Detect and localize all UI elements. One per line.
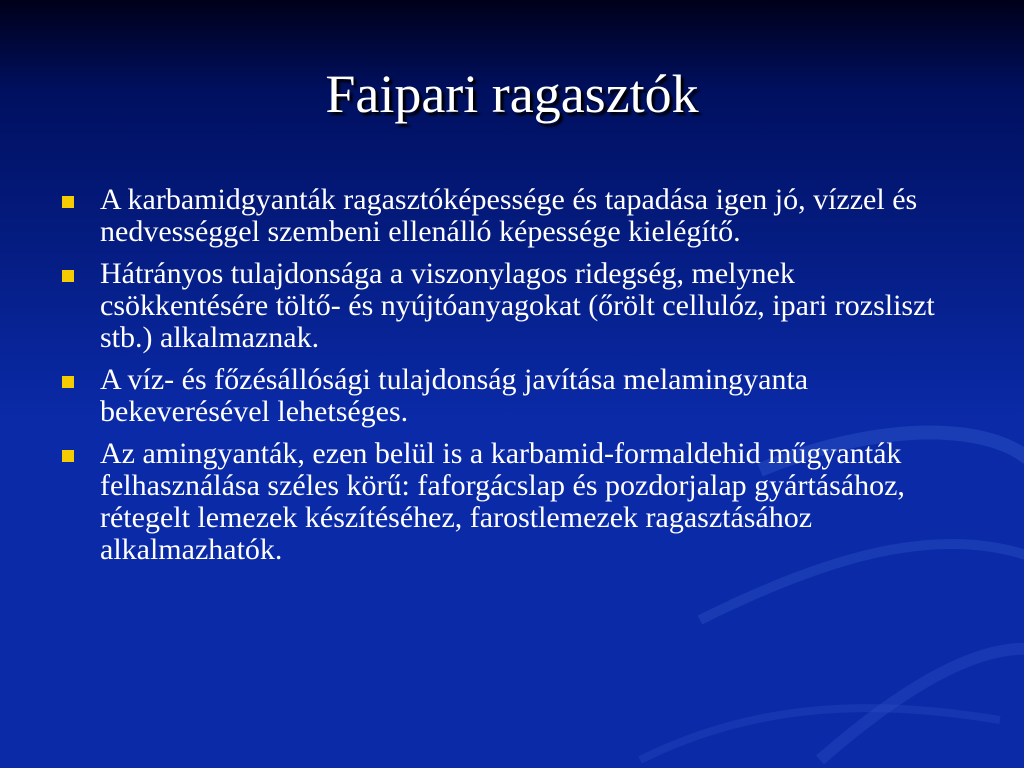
square-bullet-icon: [62, 196, 74, 208]
bullet-list: [62, 184, 962, 576]
square-bullet-icon: [62, 450, 74, 462]
bullet-text: A karbamidgyanták ragasztóképessége és tapadása igen jó, vízzel és nedvességgel szembeni ellenálló képessége kielégítő.: [100, 183, 918, 248]
slide-title: Faipari ragasztók: [325, 64, 699, 124]
bullet-text: A víz- és főzésállósági tulajdonság javítása melamingyanta bekeverésével lehetséges.: [100, 363, 809, 428]
square-bullet-icon: [62, 270, 74, 282]
bullet-text: Az amingyanták, ezen belül is a karbamid-formaldehid műgyanták felhasználása széles körű: faforgácslap és pozdorjalap gyártásához, rétegelt lemezek készítéséhez, farostlemezek ragasztásához alkalmazhatók.: [100, 437, 905, 566]
bullet-item: [62, 184, 962, 248]
bullet-item: [62, 438, 962, 566]
bullet-item: [62, 258, 962, 354]
square-bullet-icon: [62, 376, 74, 388]
bullet-text: Hátrányos tulajdonsága a viszonylagos ridegség, melynek csökkentésére töltő- és nyújtóanyagokat (őrölt cellulóz, ipari rozsliszt stb.) alkalmaznak.: [100, 257, 935, 354]
bullet-item: [62, 364, 962, 428]
